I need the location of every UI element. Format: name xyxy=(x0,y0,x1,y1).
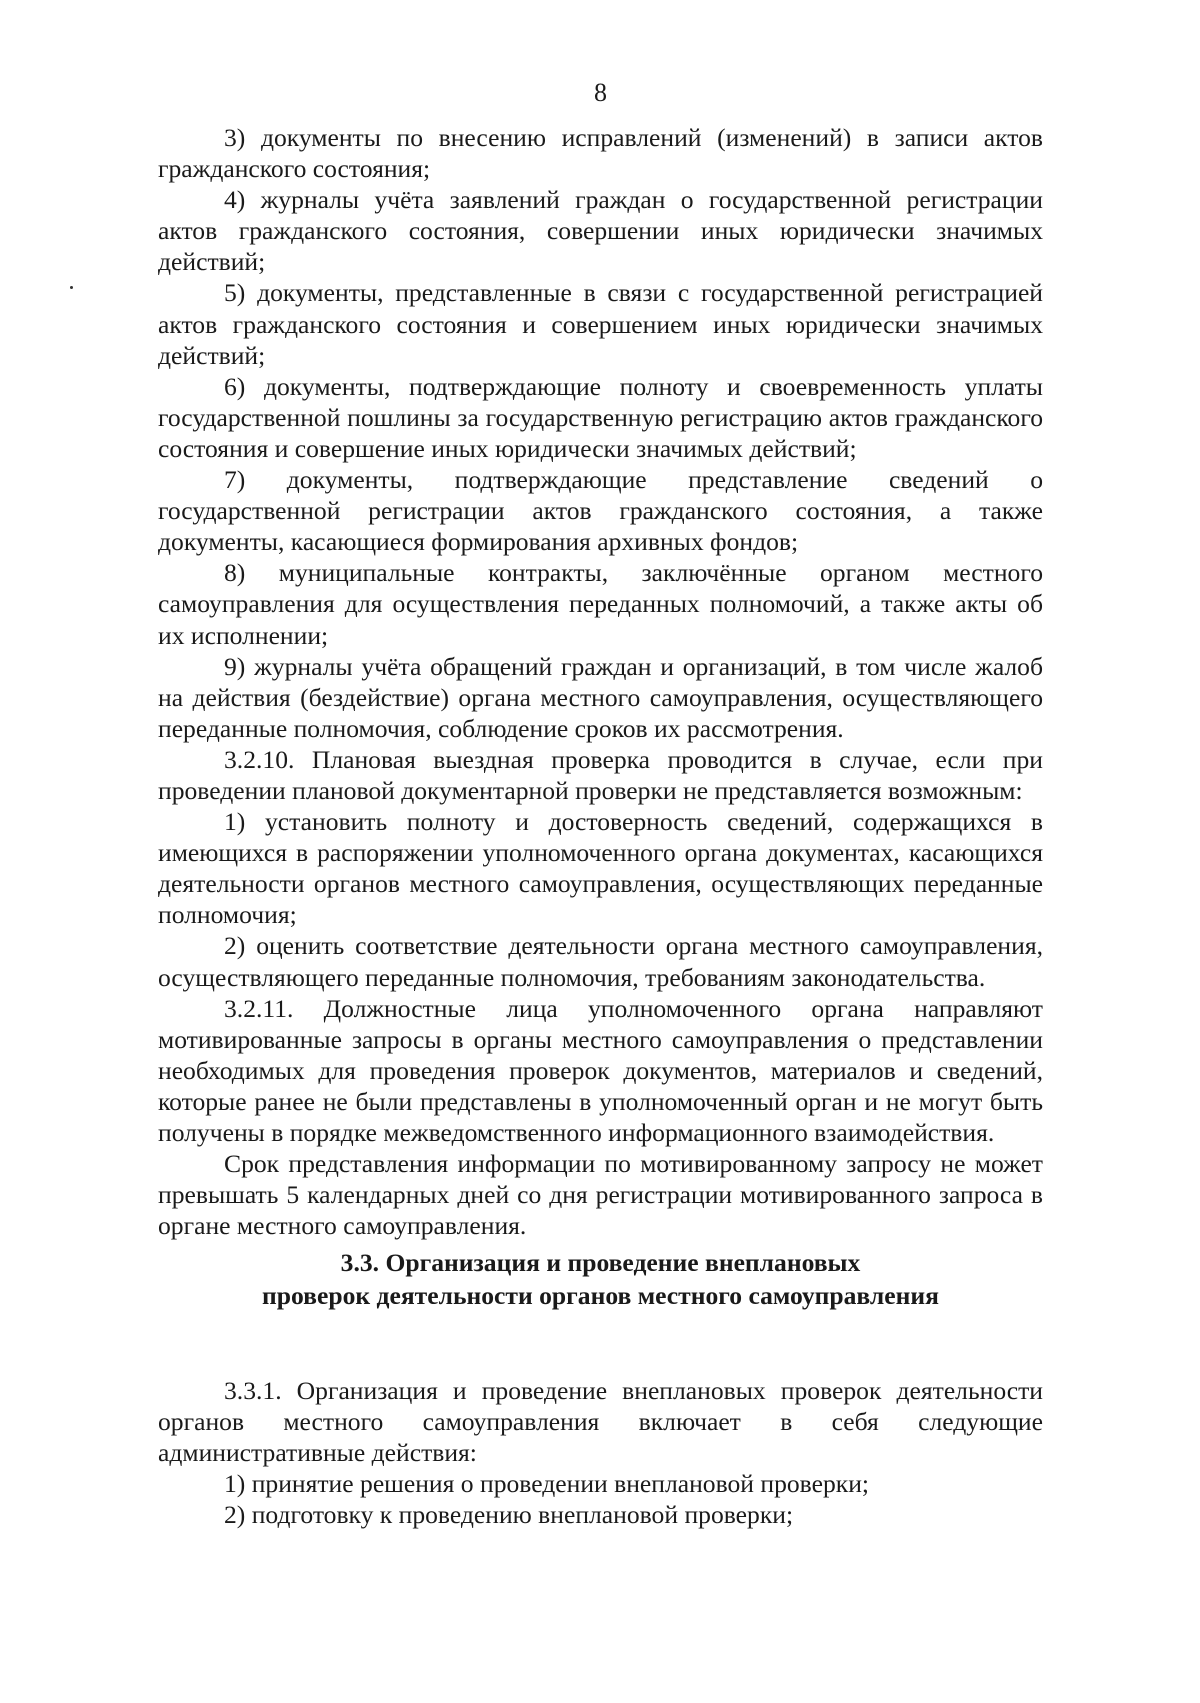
list-item-8: 8) муниципальные контракты, заключённые органом местного самоуправления для осуществления переданных полномочий, а также акты об их исполнении; xyxy=(158,558,1043,650)
clause-3-3-1: 3.3.1. Организация и проведение внеплановых проверок деятельности органов местного самоуправления включает в себя следующие административные действия: xyxy=(158,1376,1043,1468)
body-text-top xyxy=(158,122,1043,1241)
clause-3-3-1-item-2: 2) подготовку к проведению внеплановой проверки; xyxy=(224,1500,794,1530)
list-item-6: 6) документы, подтверждающие полноту и своевременность уплаты государственной пошлины за государственную регистрацию актов гражданского состояния и совершение иных юридически значимых действий; xyxy=(158,371,1043,463)
list-item-9: 9) журналы учёта обращений граждан и организаций, в том числе жалоб на действия (бездействие) органа местного самоуправления, осуществляющего переданные полномочия, соблюдение сроков их рассмотрения. xyxy=(158,651,1043,743)
clause-3-2-10-item-1: 1) установить полноту и достоверность сведений, содержащихся в имеющихся в распоряжении уполномоченного органа документах, касающихся деятельности органов местного самоуправления, осуществляющих переданные полномочия; xyxy=(158,807,1043,930)
clause-3-2-10: 3.2.10. Плановая выездная проверка проводится в случае, если при проведении плановой документарной проверки не представляется возможным: xyxy=(158,744,1043,805)
body-text-bottom xyxy=(158,1375,1043,1530)
section-heading-line-1: 3.3. Организация и проведение внеплановых xyxy=(340,1248,861,1277)
list-item-5: 5) документы, представленные в связи с государственной регистрацией актов гражданского состояния и совершением иных юридически значимых действий; xyxy=(158,278,1043,370)
clause-3-3-1-item-1: 1) принятие решения о проведении внеплановой проверки; xyxy=(224,1469,870,1499)
scan-speck xyxy=(70,286,73,289)
request-deadline-paragraph: Срок представления информации по мотивированному запросу не может превышать 5 календарных дней со дня регистрации мотивированного запроса в органе местного самоуправления. xyxy=(158,1149,1043,1241)
section-heading-line-2: проверок деятельности органов местного самоуправления xyxy=(262,1281,939,1310)
clause-3-2-11: 3.2.11. Должностные лица уполномоченного органа направляют мотивированные запросы в органы местного самоуправления о представлении необходимых для проведения проверок документов, материалов и сведений, которые ранее не были представлены в уполномоченный орган и не могут быть получены в порядке межведомственного информационного взаимодействия. xyxy=(158,993,1043,1147)
clause-3-2-10-item-2: 2) оценить соответствие деятельности органа местного самоуправления, осуществляющего переданные полномочия, требованиям законодательства. xyxy=(158,931,1043,992)
list-item-3: 3) документы по внесению исправлений (изменений) в записи актов гражданского состояния; xyxy=(158,123,1043,184)
page-number: 8 xyxy=(594,78,607,107)
list-item-7: 7) документы, подтверждающие представление сведений о государственной регистрации актов гражданского состояния, а также документы, касающиеся формирования архивных фондов; xyxy=(158,465,1043,557)
list-item-4: 4) журналы учёта заявлений граждан о государственной регистрации актов гражданского состояния, совершении иных юридически значимых действий; xyxy=(158,185,1043,277)
section-heading-3-3 xyxy=(158,1246,1043,1312)
document-page xyxy=(158,0,1043,1703)
